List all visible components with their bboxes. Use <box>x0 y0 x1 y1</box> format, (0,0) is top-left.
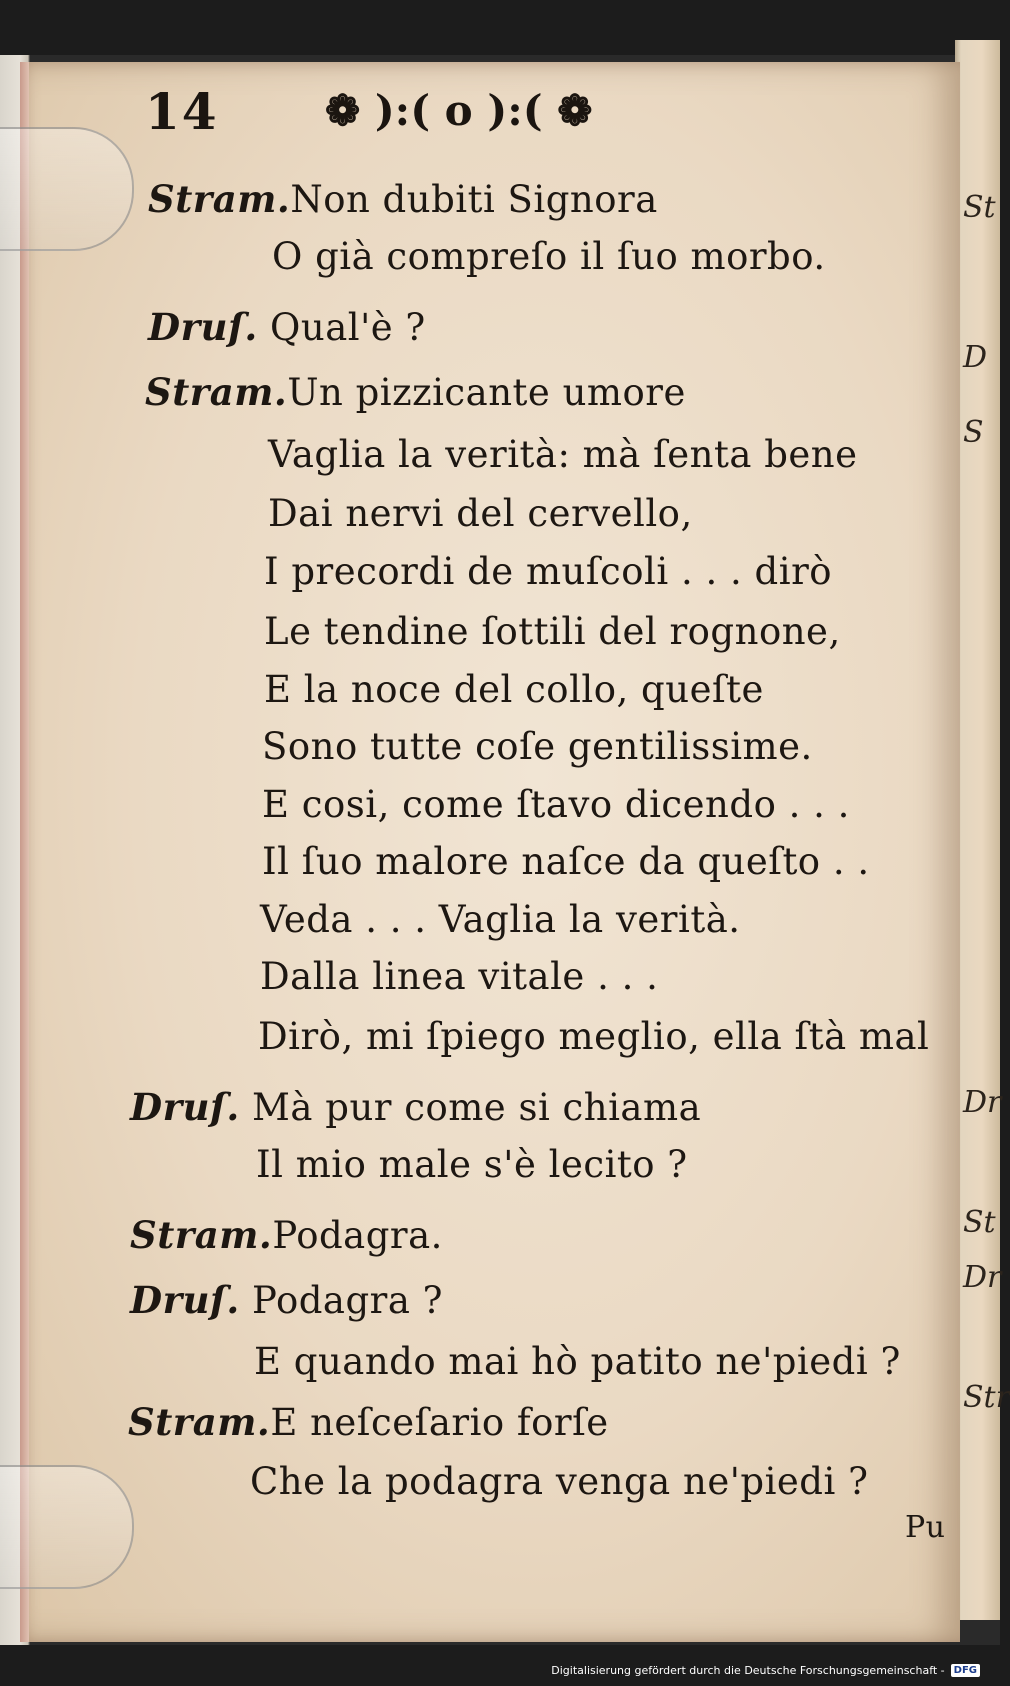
line-text: Il mio male s'è lecito ? <box>256 1143 688 1186</box>
speaker-name: Druſ. <box>130 1085 240 1129</box>
text-line <box>264 610 841 653</box>
next-page-fragment: D <box>963 340 988 375</box>
line-text: E quando mai hò patito ne'piedi ? <box>254 1340 901 1383</box>
text-line <box>130 1213 443 1257</box>
line-text: Un pizzicante umore <box>287 371 686 414</box>
speaker-name: Stram. <box>145 370 288 414</box>
line-text: Veda . . . Vaglia la verità. <box>260 898 741 941</box>
speaker-name: Druſ. <box>148 305 258 349</box>
line-text: E cosi, come ſtavo dicendo . . . <box>262 783 850 826</box>
text-line <box>130 1085 701 1129</box>
header-ornament: ❁ ):( o ):( ❁ <box>325 86 593 135</box>
text-line <box>148 177 658 221</box>
speaker-name: Stram. <box>130 1213 273 1257</box>
text-line <box>264 668 764 711</box>
text-line <box>268 492 693 535</box>
dfg-logo: DFG <box>951 1664 980 1677</box>
text-line <box>254 1340 901 1383</box>
line-text: Dalla linea vitale . . . <box>260 955 659 998</box>
line-text: Il ſuo malore naſce da queſto . . <box>262 840 870 883</box>
credit-text: Digitalisierung gefördert durch die Deutsche Forschungsgemeinschaft - <box>551 1663 945 1677</box>
text-line <box>260 955 658 998</box>
next-page-fragment: St <box>963 190 996 225</box>
text-line <box>250 1460 868 1503</box>
page-header <box>145 82 865 142</box>
next-page-fragment: S <box>963 415 984 450</box>
text-line <box>148 305 426 349</box>
page-clip-bottom <box>0 1465 134 1589</box>
text-line <box>145 370 686 414</box>
line-text: Qual'è ? <box>270 306 426 349</box>
line-text: Non dubiti Signora <box>290 178 658 221</box>
page-number: 14 <box>145 82 219 141</box>
speaker-name: Stram. <box>128 1400 271 1444</box>
text-line <box>268 433 858 476</box>
line-text: Sono tutte coſe gentilissime. <box>262 725 813 768</box>
line-text: Vaglia la verità: mà ſenta bene <box>268 433 858 476</box>
line-text: Mà pur come si chiama <box>252 1086 702 1129</box>
line-text: Che la podagra venga ne'piedi ? <box>250 1460 869 1503</box>
page-edge <box>20 62 29 1642</box>
text-line <box>260 898 741 941</box>
next-page-fragment: St <box>963 1205 996 1240</box>
line-text: E neſceſario forſe <box>270 1401 609 1444</box>
next-page-fragment: Str <box>963 1380 1010 1415</box>
line-text: Podagra ? <box>252 1279 443 1322</box>
line-text: Le tendine ſottili del rognone, <box>264 610 841 653</box>
page-clip-top <box>0 127 134 251</box>
line-text: Dai nervi del cervello, <box>268 492 693 535</box>
line-text: Podagra. <box>272 1214 443 1257</box>
text-line <box>264 550 832 593</box>
line-text: O già compreſo il ſuo morbo. <box>272 235 826 278</box>
text-line <box>272 235 826 278</box>
speaker-name: Druſ. <box>130 1278 240 1322</box>
text-line <box>262 725 813 768</box>
text-line <box>258 1015 929 1058</box>
line-text: Dirò, mi ſpiego meglio, ella ſtà mal <box>258 1015 930 1058</box>
catchword: Pu <box>905 1510 946 1545</box>
speaker-name: Stram. <box>148 177 291 221</box>
text-line <box>256 1143 688 1186</box>
text-line <box>130 1278 443 1322</box>
line-text: E la noce del collo, queſte <box>264 668 764 711</box>
text-line <box>262 783 850 826</box>
next-page-fragment: Dr <box>963 1260 1002 1295</box>
next-page-edge <box>955 40 1010 1620</box>
line-text: I precordi de muſcoli . . . dirò <box>264 550 833 593</box>
text-line <box>128 1400 609 1444</box>
next-page-fragment: Dr <box>963 1085 1002 1120</box>
text-line <box>262 840 870 883</box>
footer-credit <box>551 1661 980 1679</box>
